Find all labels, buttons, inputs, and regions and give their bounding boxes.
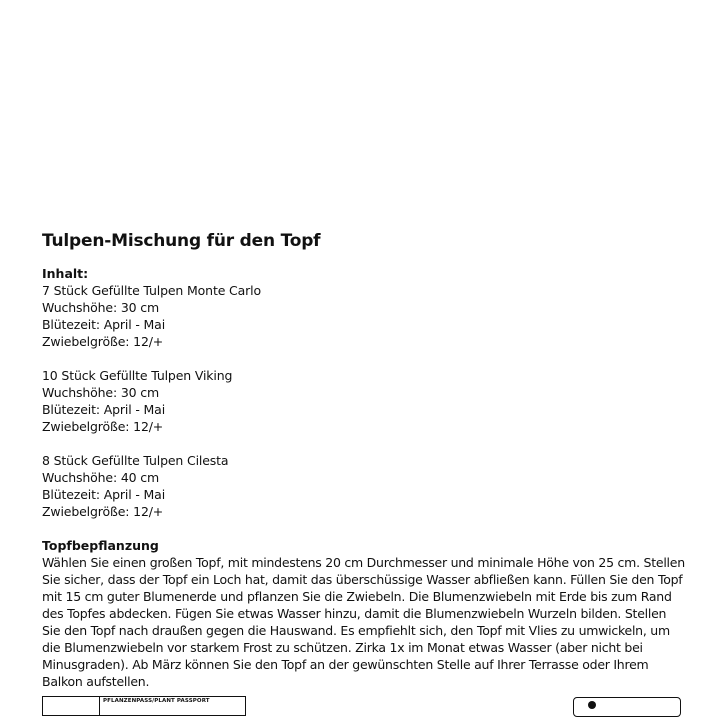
- item-bloom-time: Blütezeit: April - Mai: [42, 317, 166, 332]
- logo-icon: [588, 701, 596, 709]
- planting-heading: Topfbepflanzung: [42, 538, 159, 553]
- passport-flag-box: [43, 697, 100, 715]
- list-item: [42, 452, 692, 520]
- page-title: Tulpen-Mischung für den Topf: [42, 231, 321, 251]
- list-item: [42, 282, 692, 350]
- list-item: [42, 367, 692, 435]
- item-name: 10 Stück Gefüllte Tulpen Viking: [42, 368, 233, 383]
- item-bloom-time: Blütezeit: April - Mai: [42, 402, 166, 417]
- item-bulb-size: Zwiebelgröße: 12/+: [42, 419, 164, 434]
- planting-instructions: Wählen Sie einen großen Topf, mit mindestens 20 cm Durchmesser und minimale Höhe von 25 cm. Stellen Sie sicher, dass der Topf ein Loch hat, damit das überschüssige Wasser abfließen kann. Füllen Sie den Topf mit 15 cm guter Blumenerde und pflanzen Sie die Zwiebeln. Die Blumenzwiebeln mit Erde bis zum Rand des Topfes abdecken. Fügen Sie etwas Wasser hinzu, damit die Blumenzwiebeln Wurzeln bilden. Stellen Sie den Topf nach draußen gegen die Hauswand. Es empfiehlt sich, den Topf mit Vlies zu umwickeln, um die Blumenzwiebeln vor starkem Frost zu schützen. Zirka 1x im Monat etwas Wasser (aber nicht bei Minusgraden). Ab März können Sie den Topf an der gewünschten Stelle auf Ihrer Terrasse oder Ihrem Balkon aufstellen.: [42, 555, 685, 689]
- spacer: [42, 520, 692, 537]
- item-height: Wuchshöhe: 40 cm: [42, 470, 160, 485]
- item-height: Wuchshöhe: 30 cm: [42, 385, 160, 400]
- contents-heading: Inhalt:: [42, 266, 89, 281]
- plant-passport-box: [42, 696, 246, 716]
- item-name: 7 Stück Gefüllte Tulpen Monte Carlo: [42, 283, 261, 298]
- item-name: 8 Stück Gefüllte Tulpen Cilesta: [42, 453, 229, 468]
- product-description: [42, 229, 692, 690]
- item-height: Wuchshöhe: 30 cm: [42, 300, 160, 315]
- item-bulb-size: Zwiebelgröße: 12/+: [42, 504, 164, 519]
- passport-label: PFLANZENPASS/PLANT PASSPORT: [103, 698, 210, 704]
- spacer: [42, 435, 692, 452]
- item-bloom-time: Blütezeit: April - Mai: [42, 487, 166, 502]
- item-bulb-size: Zwiebelgröße: 12/+: [42, 334, 164, 349]
- brand-logo: [573, 697, 681, 717]
- spacer: [42, 350, 692, 367]
